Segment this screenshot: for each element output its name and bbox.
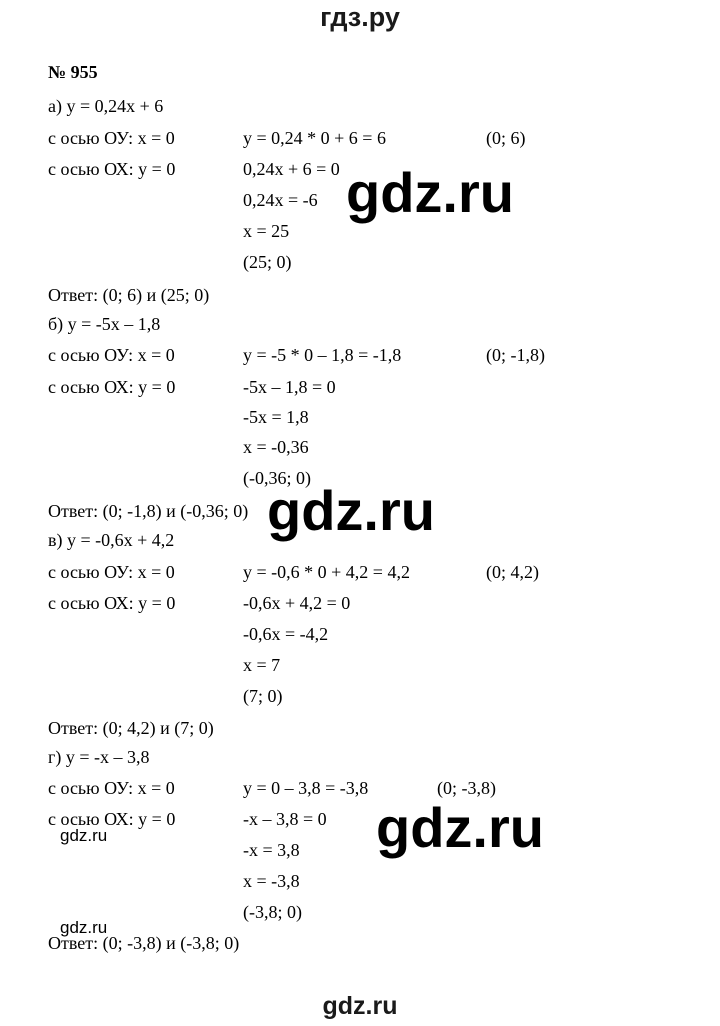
part-v-oy-point: (0; 4,2) — [486, 562, 539, 582]
part-v-ox-step: -0,6x + 4,2 = 0 — [243, 593, 351, 613]
part-v-oy-label: с осью ОУ: x = 0 — [48, 562, 175, 582]
part-b-oy-label: с осью ОУ: x = 0 — [48, 345, 175, 365]
part-b-title: б) y = -5x – 1,8 — [48, 314, 161, 334]
part-a-ox-label: с осью ОХ: y = 0 — [48, 159, 176, 179]
part-a-title: а) y = 0,24x + 6 — [48, 96, 164, 116]
part-a-answer: Ответ: (0; 6) и (25; 0) — [48, 285, 210, 305]
part-g-ox-step: -x – 3,8 = 0 — [243, 809, 327, 829]
part-a-oy-label: с осью ОУ: x = 0 — [48, 128, 175, 148]
site-header: гдз.ру — [320, 2, 400, 32]
part-g-answer: Ответ: (0; -3,8) и (-3,8; 0) — [48, 933, 240, 953]
watermark-logo: gdz.ru — [267, 479, 435, 542]
watermark-logo: gdz.ru — [346, 161, 514, 224]
part-g-oy-label: с осью ОУ: x = 0 — [48, 778, 175, 798]
watermark-small: gdz.ru — [60, 918, 108, 937]
part-v-ox-step: (7; 0) — [243, 686, 283, 706]
part-v-answer: Ответ: (0; 4,2) и (7; 0) — [48, 718, 214, 738]
part-b-answer: Ответ: (0; -1,8) и (-0,36; 0) — [48, 501, 249, 521]
problem-number: № 955 — [48, 62, 98, 82]
part-b-ox-step: -5x – 1,8 = 0 — [243, 377, 336, 397]
part-a-oy-point: (0; 6) — [486, 128, 526, 148]
part-a-oy-calc: y = 0,24 * 0 + 6 = 6 — [243, 128, 386, 148]
part-v-ox-label: с осью ОХ: y = 0 — [48, 593, 176, 613]
part-g-oy-calc: y = 0 – 3,8 = -3,8 — [243, 778, 369, 798]
part-v-title: в) y = -0,6x + 4,2 — [48, 530, 175, 550]
part-a-ox-step: 0,24x = -6 — [243, 190, 318, 210]
part-b-ox-step: -5x = 1,8 — [243, 407, 309, 427]
part-v-oy-calc: y = -0,6 * 0 + 4,2 = 4,2 — [243, 562, 410, 582]
watermark-small: gdz.ru — [60, 826, 108, 845]
part-g-ox-step: (-3,8; 0) — [243, 902, 302, 922]
part-b-ox-label: с осью ОХ: y = 0 — [48, 377, 176, 397]
part-g-ox-label: с осью ОХ: y = 0 — [48, 809, 176, 829]
part-v-ox-step: x = 7 — [243, 655, 281, 675]
part-a-ox-step: x = 25 — [243, 221, 290, 241]
part-g-title: г) y = -x – 3,8 — [48, 747, 150, 767]
part-a-ox-step: (25; 0) — [243, 252, 292, 272]
part-g-oy-point: (0; -3,8) — [437, 778, 496, 798]
part-v-ox-step: -0,6x = -4,2 — [243, 624, 329, 644]
part-b-ox-step: x = -0,36 — [243, 437, 309, 457]
part-g-ox-step: -x = 3,8 — [243, 840, 300, 860]
part-a-ox-step: 0,24x + 6 = 0 — [243, 159, 340, 179]
part-b-ox-step: (-0,36; 0) — [243, 468, 311, 488]
part-b-oy-point: (0; -1,8) — [486, 345, 545, 365]
part-b-oy-calc: y = -5 * 0 – 1,8 = -1,8 — [243, 345, 402, 365]
part-g-ox-step: x = -3,8 — [243, 871, 300, 891]
site-footer: gdz.ru — [322, 992, 398, 1020]
watermark-logo: gdz.ru — [376, 796, 544, 859]
